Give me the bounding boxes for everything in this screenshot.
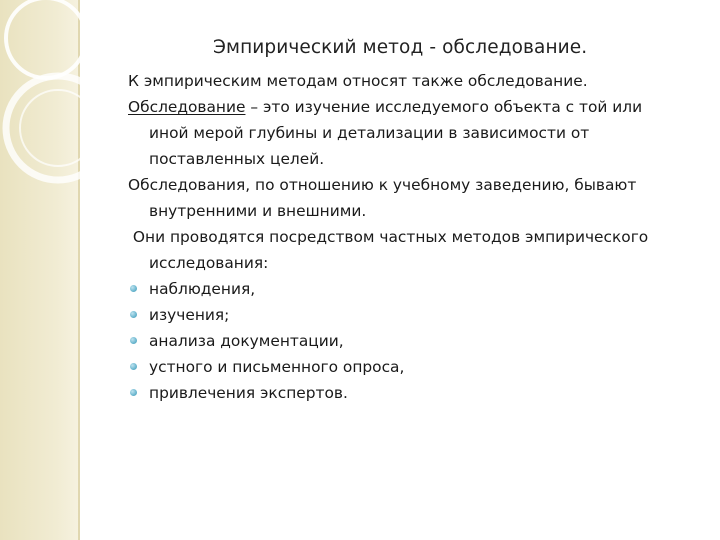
paragraph-methods [128,224,698,276]
bullet-text: привлечения экспертов. [149,384,348,402]
bullet-item [128,380,698,406]
paragraph-types [128,172,698,224]
bullet-dot-icon [130,389,137,396]
ring-upper [6,0,86,78]
paragraph-intro-line: К эмпирическим методам относят также обследование. [128,72,588,90]
bullet-item [128,302,698,328]
types-line-2: внутренними и внешними. [149,202,367,220]
bullet-text: наблюдения, [149,280,256,298]
slide-title: Эмпирический метод - обследование. [213,37,588,58]
bullet-item [128,276,698,302]
bullet-dot-icon [130,285,137,292]
paragraph-definition [128,94,698,172]
methods-line-2: исследования: [149,254,269,272]
definition-line-1: – это изучение исследуемого объекта с той или [245,98,643,116]
bullet-dot-icon [130,363,137,370]
term-obsledovanie: Обследование [128,98,246,116]
bullet-item [128,328,698,354]
bullet-text: устного и письменного опроса, [149,358,405,376]
ring-lower-outer [6,76,110,180]
definition-line-2: иной мерой глубины и детализации в зависимости от [149,124,590,142]
bullet-dot-icon [130,337,137,344]
ring-lower-inner [20,90,96,166]
bullet-text: изучения; [149,306,230,324]
slide-body [128,68,698,406]
paragraph-intro [128,68,698,94]
methods-line-1: Они проводятся посредством частных методов эмпирического [128,228,649,246]
bullet-text: анализа документации, [149,332,344,350]
bullet-item [128,354,698,380]
definition-line-3: поставленных целей. [149,150,325,168]
bullet-dot-icon [130,311,137,318]
types-line-1: Обследования, по отношению к учебному заведению, бывают [128,176,637,194]
decorative-rings [0,0,130,210]
